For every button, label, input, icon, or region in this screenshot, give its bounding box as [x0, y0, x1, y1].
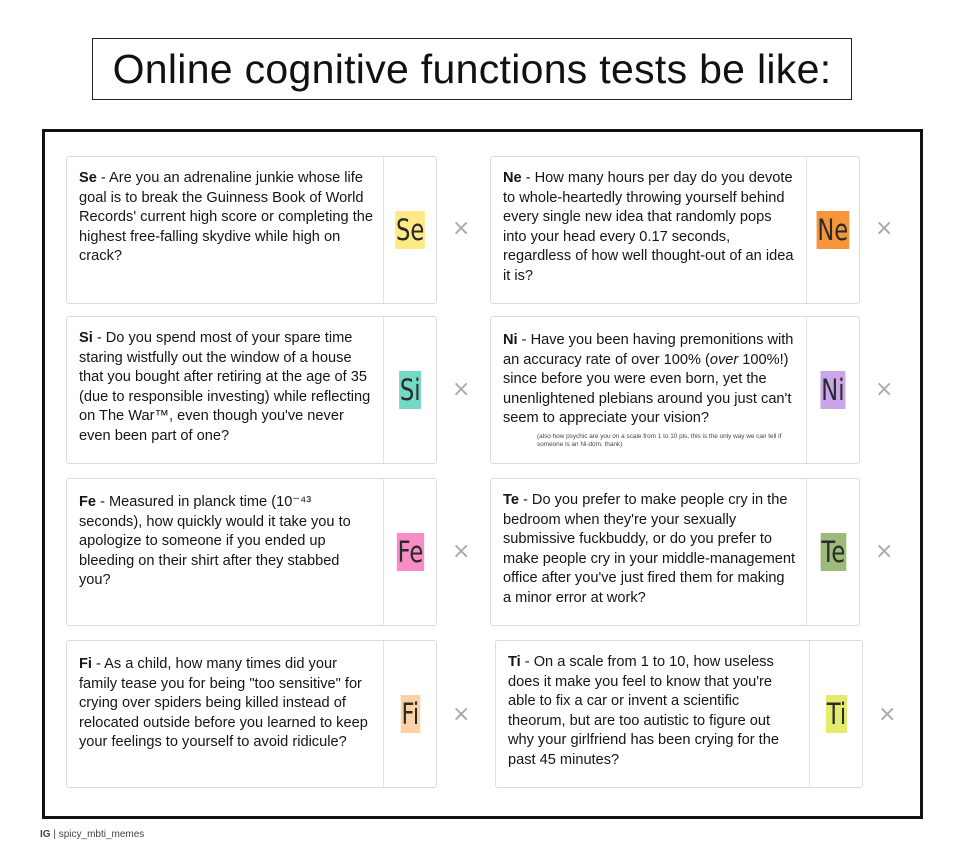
question-text-si: Si - Do you spend most of your spare time staring wistfully out the window of a house that you bought after retiring at the age of 35 (due to responsible investing) while reflecting on The War™, even though you've never even been part of one? [79, 330, 371, 444]
function-badge-fe: Fe [397, 535, 423, 569]
close-icon-ne[interactable]: × [875, 216, 894, 241]
function-label-fi: Fi [79, 656, 92, 672]
question-card-ti [495, 640, 863, 788]
question-text-ti: Ti - On a scale from 1 to 10, how useless does it make you feel to know that you're able to fix a car or invent a scientific theorum, but are too autistic to figure out why your girlfriend has been crying for the past 45 minutes? [508, 654, 779, 768]
ni-footnote: (also how psychic are you on a scale from 1 to 10 pls, this is the only way we can tell if someone is an Ni-dom. thank) [537, 432, 782, 448]
badge-wrap-se [384, 157, 436, 303]
function-label-ti: Ti [508, 654, 521, 670]
badge-wrap-si [384, 317, 436, 463]
question-text-fi: Fi - As a child, how many times did your family tease you for being "too sensitive" for crying over spiders being killed instead of relocated outside before you learned to keep your feelings to yourself to avoid ridicule? [79, 656, 368, 750]
close-icon-fe[interactable]: × [452, 539, 471, 564]
function-label-ni: Ni [503, 332, 518, 348]
question-card-se [66, 156, 437, 304]
question-card-ne [490, 156, 860, 304]
close-icon-te[interactable]: × [875, 539, 894, 564]
close-icon-se[interactable]: × [452, 216, 471, 241]
function-badge-se: Se [395, 213, 425, 247]
function-label-te: Te [503, 492, 519, 508]
function-badge-ne: Ne [817, 213, 849, 247]
function-badge-fi: Fi [401, 697, 419, 731]
question-text-ne: Ne - How many hours per day do you devote to whole-heartedly throwing yourself behind every single new idea that randomly pops into your head every 0.17 seconds, regardless of how well thought-out of an idea it is? [503, 170, 794, 284]
function-label-se: Se [79, 170, 97, 186]
function-badge-te: Te [821, 535, 845, 569]
badge-wrap-fe [384, 479, 436, 625]
question-text-te: Te - Do you prefer to make people cry in the bedroom when they're your sexually submissive fuckbuddy, or do you prefer to make people cry in your middle-management office after you've just fired them for making a minor error at work? [503, 492, 796, 606]
question-card-ni [490, 316, 860, 464]
question-text-fe: Fe - Measured in planck time (10⁻⁴³ seconds), how quickly would it take you to apologize to someone if you ended up bleeding on their shirt after they stabbed you? [79, 494, 351, 588]
close-icon-ni[interactable]: × [875, 377, 894, 402]
question-card-fi [66, 640, 437, 788]
close-icon-fi[interactable]: × [452, 702, 471, 727]
badge-wrap-fi [384, 641, 436, 787]
function-label-ne: Ne [503, 170, 522, 186]
badge-wrap-ni [807, 317, 859, 463]
question-card-fe [66, 478, 437, 626]
function-label-si: Si [79, 330, 93, 346]
meme-title: Online cognitive functions tests be like: [92, 38, 852, 100]
badge-wrap-ti [810, 641, 862, 787]
close-icon-ti[interactable]: × [878, 702, 897, 727]
close-icon-si[interactable]: × [452, 377, 471, 402]
function-label-fe: Fe [79, 494, 97, 510]
question-card-si [66, 316, 437, 464]
function-badge-ti: Ti [826, 697, 846, 731]
function-badge-si: Si [399, 373, 421, 407]
question-card-te [490, 478, 860, 626]
badge-wrap-ne [807, 157, 859, 303]
question-text-se: Se - Are you an adrenaline junkie whose life goal is to break the Guinness Book of World Records' current high score or completing the highest free-falling skydive while high on crack? [79, 170, 373, 264]
instagram-credit: IG | spicy_mbti_memes [40, 829, 145, 840]
instagram-handle[interactable]: spicy_mbti_memes [58, 829, 145, 840]
question-text-ni: Ni - Have you been having premonitions with an accuracy rate of over 100% (over 100%!) since before you were even born, yet the unenlightened plebians around you just can't seem to appreciate your vision? (also how psychic are you on a scale from 1 to 10 pls, this is the only way we can tell if someone is an Ni-dom. thank) [491, 317, 806, 463]
badge-wrap-te [807, 479, 859, 625]
function-badge-ni: Ni [821, 373, 845, 407]
